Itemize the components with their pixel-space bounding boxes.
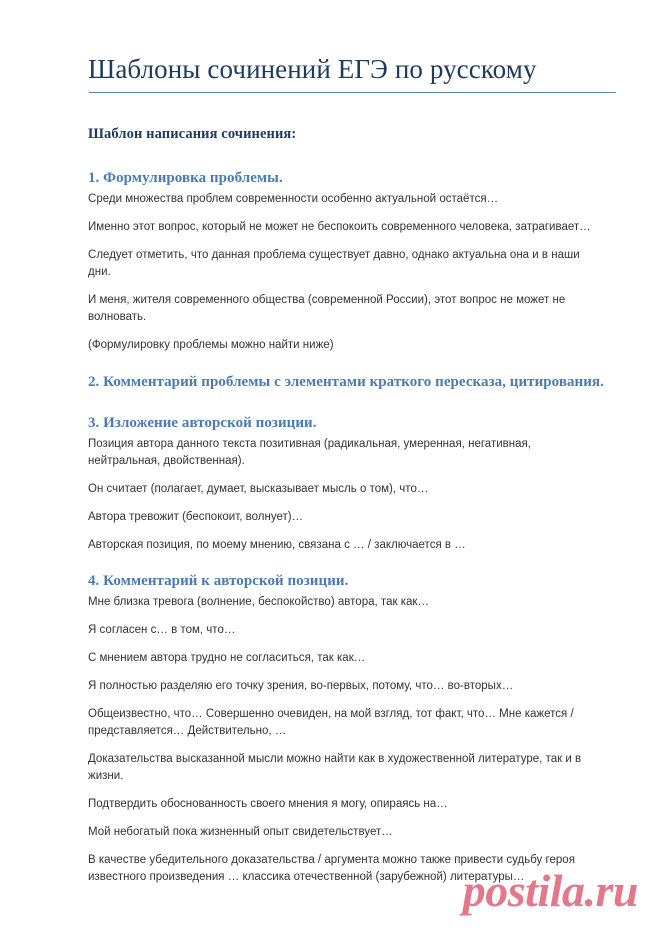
document-subtitle: Шаблон написания сочинения: [88,126,297,142]
document-content [88,168,604,897]
section-1-paragraph-5: (Формулировку проблемы можно найти ниже) [88,339,334,351]
section-1-paragraph-1: Среди множества проблем современности особенно актуальной остаётся… [88,193,499,205]
section-heading-4: 4. Комментарий к авторской позиции. [88,573,349,589]
title-divider [89,92,616,93]
title-block [88,52,616,101]
page-title: Шаблоны сочинений ЕГЭ по русскому [88,54,537,84]
section-1-paragraph-3: Следует отметить, что данная проблема существует давно, однако актуальна она и в наши дни. [88,249,580,278]
section-1-paragraph-2: Именно этот вопрос, который не может не беспокоить современного человека, затрагивает… [88,221,591,233]
section-4-paragraph-8: Мой небогатый пока жизненный опыт свидетельствует… [88,826,393,838]
section-heading-3: 3. Изложение авторской позиции. [88,415,317,431]
section-heading-1: 1. Формулировка проблемы. [88,170,283,186]
section-4-paragraph-3: С мнением автора трудно не согласиться, так как… [88,652,366,664]
section-3-paragraph-4: Авторская позиция, по моему мнению, связана с … / заключается в … [88,539,466,551]
section-4-paragraph-9: В качестве убедительного доказательства / аргумента можно также привести судьбу героя известного произведения … классика отечественной (зарубежной) литературы… [88,854,575,883]
section-4-paragraph-5: Общеизвестно, что… Совершенно очевиден, на мой взгляд, тот факт, что… Мне кажется / представляется… Действительно, … [88,708,574,737]
section-3-paragraph-1: Позиция автора данного текста позитивная (радикальная, умеренная, негативная, нейтральная, двойственная). [88,438,532,467]
section-4-paragraph-1: Мне близка тревога (волнение, беспокойство) автора, так как… [88,596,429,608]
section-4-paragraph-6: Доказательства высказанной мысли можно найти как в художественной литературе, так и в жизни. [88,753,582,782]
section-4-paragraph-4: Я полностью разделяю его точку зрения, во-первых, потому, что… во-вторых… [88,680,514,692]
postila-watermark-logo: postila.ru [462,865,638,916]
section-1-paragraph-4: И меня, жителя современного общества (современной России), этот вопрос не может не волновать. [88,294,566,323]
section-3-paragraph-2: Он считает (полагает, думает, высказывает мысль о том), что… [88,483,429,495]
section-heading-2: 2. Комментарий проблемы с элементами краткого пересказа, цитирования. [88,374,604,390]
section-4-paragraph-7: Подтвердить обоснованность своего мнения я могу, опираясь на… [88,798,448,810]
section-4-paragraph-2: Я согласен с… в том, что… [88,624,236,636]
section-3-paragraph-3: Автора тревожит (беспокоит, волнует)… [88,511,304,523]
